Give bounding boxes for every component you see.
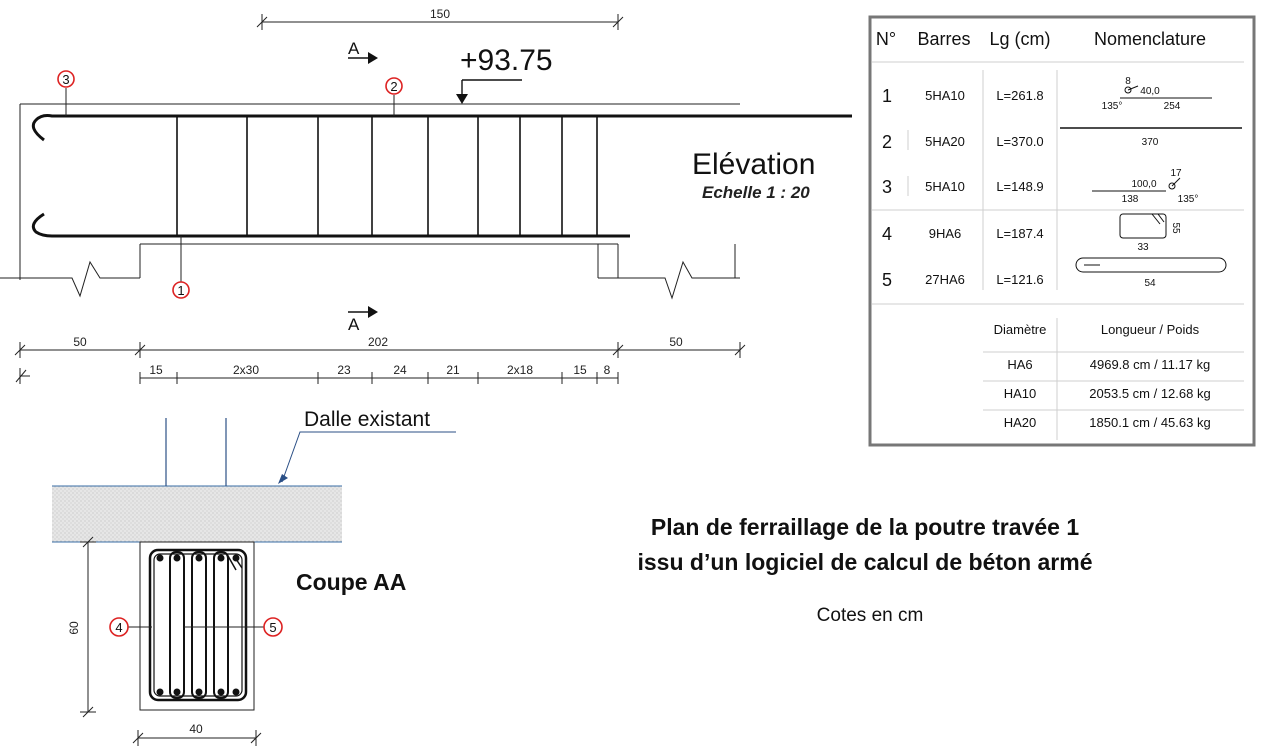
table-header-n: N° — [875, 29, 897, 49]
spacing-label-3: 23 — [337, 363, 351, 377]
spacing-label-5: 21 — [446, 363, 460, 377]
summary-value-3: 1850.1 cm / 45.63 kg — [1089, 415, 1211, 430]
row-4-bars: 9HA6 — [928, 226, 962, 241]
section-width-label: 40 — [189, 722, 203, 736]
dim-left-label: 50 — [73, 335, 87, 349]
section-mark-top — [348, 39, 378, 64]
section-mark-bottom — [348, 306, 378, 334]
bar-schedule-table — [870, 17, 1254, 445]
bar-mark-3-label: 3 — [62, 72, 70, 87]
section-letter-bottom: A — [348, 315, 360, 334]
summary-value-1: 4969.8 cm / 11.17 kg — [1089, 357, 1211, 372]
row-3-shape-length: 138 — [1121, 194, 1139, 205]
existing-slab — [52, 486, 342, 542]
row-4-number: 4 — [881, 224, 893, 244]
row-1-shape-hook: 8 — [1125, 76, 1131, 87]
summary-header-diameter: Diamètre — [993, 322, 1047, 337]
summary-header-length-weight: Longueur / Poids — [1100, 322, 1200, 337]
units-note: Cotes en cm — [816, 605, 924, 626]
row-4-length: L=187.4 — [996, 226, 1044, 241]
stirrups — [177, 116, 597, 236]
spacing-label-2: 2x30 — [232, 363, 260, 377]
row-4-shape-width: 33 — [1137, 242, 1149, 253]
dim-top-label: 150 — [429, 7, 451, 21]
caption-line-1: Plan de ferraillage de la poutre travée 1 — [650, 514, 1080, 540]
row-4-shape-height: 55 — [1170, 222, 1181, 234]
beam-section — [140, 542, 254, 710]
summary-diameter-2: HA10 — [1003, 386, 1037, 401]
spacing-label-6: 2x18 — [506, 363, 534, 377]
table-header-nomenclature: Nomenclature — [1093, 29, 1207, 49]
bar-mark-2 — [386, 78, 402, 116]
bar-mark-3 — [58, 71, 74, 116]
bar-3-top — [33, 116, 852, 141]
row-3-length: L=148.9 — [996, 179, 1044, 194]
bar-mark-4-label: 4 — [115, 620, 123, 635]
row-5-length: L=121.6 — [996, 272, 1044, 287]
slab-label: Dalle existant — [304, 408, 431, 431]
summary-diameter-1: HA6 — [1007, 357, 1033, 372]
dim-right-label: 50 — [669, 335, 683, 349]
bar-mark-2-label: 2 — [390, 79, 398, 94]
row-5-bars: 27HA6 — [925, 272, 965, 287]
bar-mark-5-label: 5 — [269, 620, 277, 635]
row-3-number: 3 — [881, 177, 893, 197]
section-height-label: 60 — [67, 621, 81, 635]
row-1-shape-angle: 135° — [1101, 101, 1123, 112]
spacing-label-7: 15 — [573, 363, 587, 377]
spacing-label-1: 15 — [149, 363, 163, 377]
caption-line-2: issu d’un logiciel de calcul de béton armé — [637, 549, 1093, 575]
summary-diameter-3: HA20 — [1003, 415, 1037, 430]
level-label: +93.75 — [460, 44, 553, 77]
row-5-shape-length: 54 — [1144, 278, 1156, 289]
row-3-shape-hook: 17 — [1170, 168, 1182, 179]
dim-span-label: 202 — [367, 335, 389, 349]
row-1-number: 1 — [881, 86, 893, 106]
bar-mark-1-label: 1 — [177, 283, 185, 298]
row-1-bars: 5HA10 — [925, 88, 965, 103]
summary-value-2: 2053.5 cm / 12.68 kg — [1089, 386, 1211, 401]
row-3-bars: 5HA10 — [925, 179, 965, 194]
row-5-number: 5 — [881, 270, 893, 290]
row-1-length: L=261.8 — [996, 88, 1044, 103]
bar-mark-1 — [173, 236, 189, 298]
elevation-scale: Echelle 1 : 20 — [702, 183, 810, 202]
bar-1-bottom — [33, 214, 630, 236]
row-3-shape-top: 100,0 — [1131, 179, 1157, 190]
table-header-barres: Barres — [917, 29, 971, 49]
row-2-length: L=370.0 — [996, 134, 1044, 149]
elevation-title: Elévation — [692, 148, 816, 181]
spacing-label-8: 8 — [603, 363, 611, 377]
section-title: Coupe AA — [296, 569, 407, 595]
section-letter-top: A — [348, 39, 360, 58]
level-marker — [456, 80, 522, 104]
beam-outline — [0, 104, 740, 298]
row-2-bars: 5HA20 — [925, 134, 965, 149]
spacing-label-4: 24 — [393, 363, 407, 377]
row-2-shape-length: 370 — [1141, 137, 1159, 148]
row-1-shape-top: 40,0 — [1140, 86, 1160, 97]
row-3-shape-angle: 135° — [1177, 194, 1199, 205]
row-1-shape-length: 254 — [1163, 101, 1181, 112]
row-2-number: 2 — [881, 132, 893, 152]
table-header-lg: Lg (cm) — [989, 29, 1051, 49]
